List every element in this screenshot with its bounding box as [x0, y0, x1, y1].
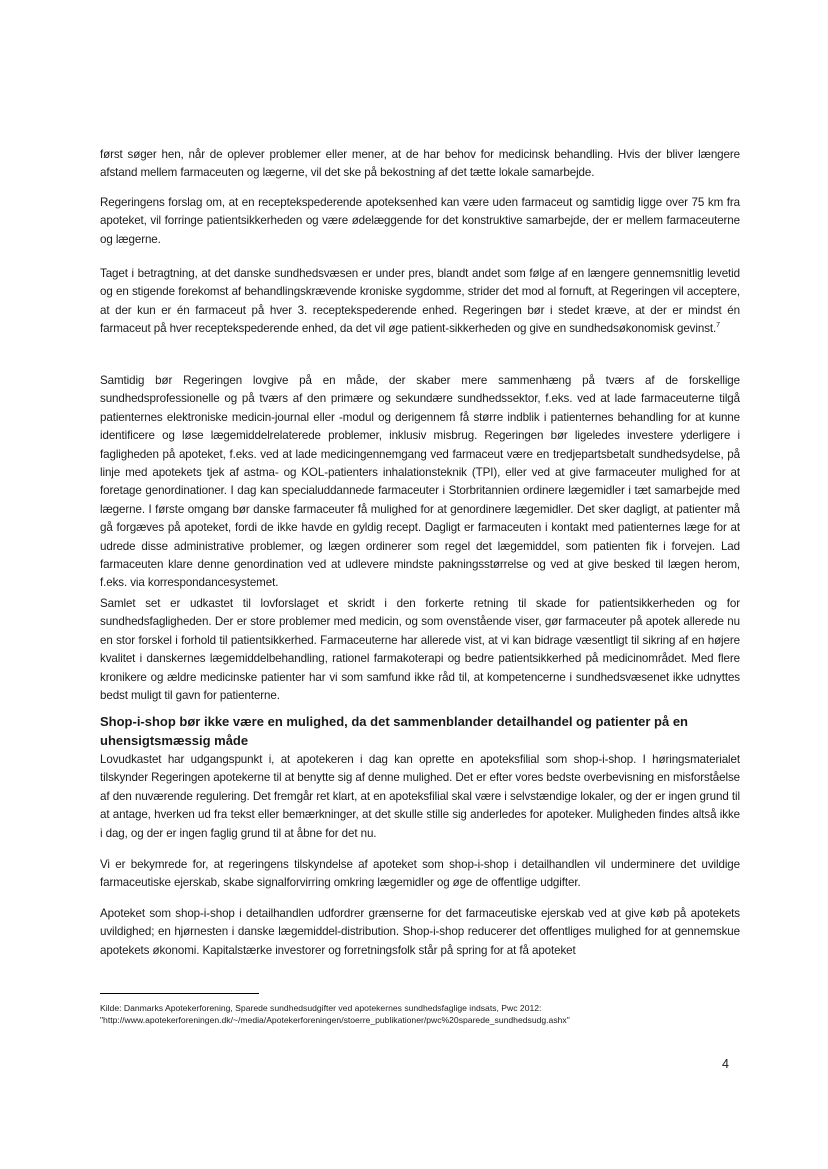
footnote-divider: [100, 993, 259, 994]
paragraph-1: først søger hen, når de oplever problemer eller mener, at de har behov for medicinsk behandling. Hvis der bliver længere afstand mellem farmaceuten og lægerne, vil det ske på bekostning af det tætte lokale samarbejde.: [100, 148, 740, 180]
section-heading: Shop-i-shop bør ikke være en mulighed, da det sammenblander detailhandel og patienter på en uhensigtsmæssig måde: [100, 714, 688, 748]
paragraph-6: Lovudkastet har udgangspunkt i, at apotekeren i dag kan oprette en apoteksfilial som shop-i-shop. I høringsmaterialet tilskynder Regeringen apotekerne til at benytte sig af denne mulighed. Det er efter vores bedste overbevisning en misforståelse af den nuværende regulering. Det fremgår ret klart, at en apoteksfilial skal være i selvstændige lokaler, og der er ingen grund til at antage, hverken ud fra tekst eller bemærkninger, at det skulle stille sig anderledes for apoteker. Muligheden findes altså ikke i dag, og der er ingen faglig grund til at åbne for det nu.: [100, 753, 740, 840]
paragraph-8: Apoteket som shop-i-shop i detailhandlen udfordrer grænserne for det farmaceutiske ejerskab ved at give køb på apotekets uvildighed; en hjørnesten i danske lægemiddel-distribution. Shop-i-shop reducerer det offentliges mulighed for at gennemskue apotekets økonomi. Kapitalstærke investorer og forretningsfolk står på spring for at få apoteket: [100, 907, 740, 957]
paragraph-2: Regeringens forslag om, at en receptekspederende apoteksenhed kan være uden farmaceut og samtidig ligge over 75 km fra apoteket, vil forringe patientsikkerheden og være ødelæggende for det konstruktive samarbejde, der er mellem farmaceuterne og lægerne.: [100, 196, 740, 246]
paragraph-4: Samtidig bør Regeringen lovgive på en måde, der skaber mere sammenhæng på tværs af de forskellige sundhedsprofessionelle og på tværs af den primære og sekundære sundhedssektor, f.eks. ved at lade farmaceuterne tilgå patienternes elektroniske medicin-journal eller -modul og derigennem få større indblik i patienternes behandling for at kunne identificere og løse lægemiddelrelaterede problemer, inklusiv misbrug. Regeringen bør ligeledes investere yderligere i fagligheden på apoteket, f.eks. ved at lade medicingennemgang ved farmaceut være en tredjepartsbetalt sundhedsydelse, på linje med apotekets tjek af astma- og KOL-patienters inhalationsteknik (TPI), eller ved at give farmaceuter mulighed for at foretage genordinationer. I dag kan specialuddannede farmaceuter i Storbritannien ordinere lægemidler i tæt samarbejde med lægerne. I første omgang bør danske farmaceuter få mulighed for at genordinere lægemidler. Det sker dagligt, at patienter må gå forgæves på apoteket, fordi de ikke havde en gyldig recept. Dagligt er farmaceuten i kontakt med patienternes læge for at udrede disse administrative problemer, og lægen ordinerer som regel det lægemiddel, som patienten fik i forvejen. Lad farmaceuten klare denne genordination ved at udlevere mindste pakningsstørrelse og ved at give besked til lægen herom, f.eks. via korrespondancesystemet.: [100, 374, 740, 590]
paragraph-3-text: Taget i betragtning, at det danske sundhedsvæsen er under pres, blandt andet som følge af en længere gennemsnitlig levetid og en stigende forekomst af behandlingskrævende kroniske sygdomme, strider det mod al fornuft, at Regeringen vil acceptere, at der kun er én farmaceut på hver 3. receptekspederende enhed. Regeringen bør i stedet kræve, at der er mindst én farmaceut på hver receptekspederende enhed, da det vil øge patient-sikkerheden og give en sundhedsøkonomisk gevinst.: [100, 267, 740, 336]
paragraph-7: Vi er bekymrede for, at regeringens tilskyndelse af apoteket som shop-i-shop i detailhandlen vil underminere det uvildige farmaceutiske ejerskab, skabe signalforvirring omkring lægemidler og øge de offentlige udgifter.: [100, 858, 740, 890]
paragraph-3: [100, 265, 740, 339]
footnote-ref[interactable]: 7: [716, 322, 720, 330]
paragraph-5: Samlet set er udkastet til lovforslaget et skridt i den forkerte retning til skade for patientsikkerheden og for sundhedsfagligheden. Der er store problemer med medicin, og som ovenstående viser, gør farmaceuter på apotek allerede nu en stor forskel i forhold til patientsikkerhed. Farmaceuterne har allerede vist, at vi kan bidrage væsentligt til sikring af en højere kvalitet i danskernes lægemiddelbehandling, rationel farmakoterapi og bedre patientsikkerhed på medicinområdet. Med flere kronikere og ældre medicinske patienter har vi som samfund ikke råd til, at kompetencerne i sundhedsvæsenet ikke udnyttes bedst muligt til gavn for patienterne.: [100, 597, 740, 703]
footnote-source: Kilde: Danmarks Apotekerforening, Sparede sundhedsudgifter ved apotekernes sundhedsfaglige indsats, Pwc 2012:: [100, 1003, 542, 1013]
footnote-link[interactable]: "http://www.apotekerforeningen.dk/~/media/Apotekerforeningen/stoerre_publikationer/pwc%20sparede_sundhedsudg.ashx": [100, 1015, 570, 1025]
page-number: 4: [722, 1057, 729, 1071]
